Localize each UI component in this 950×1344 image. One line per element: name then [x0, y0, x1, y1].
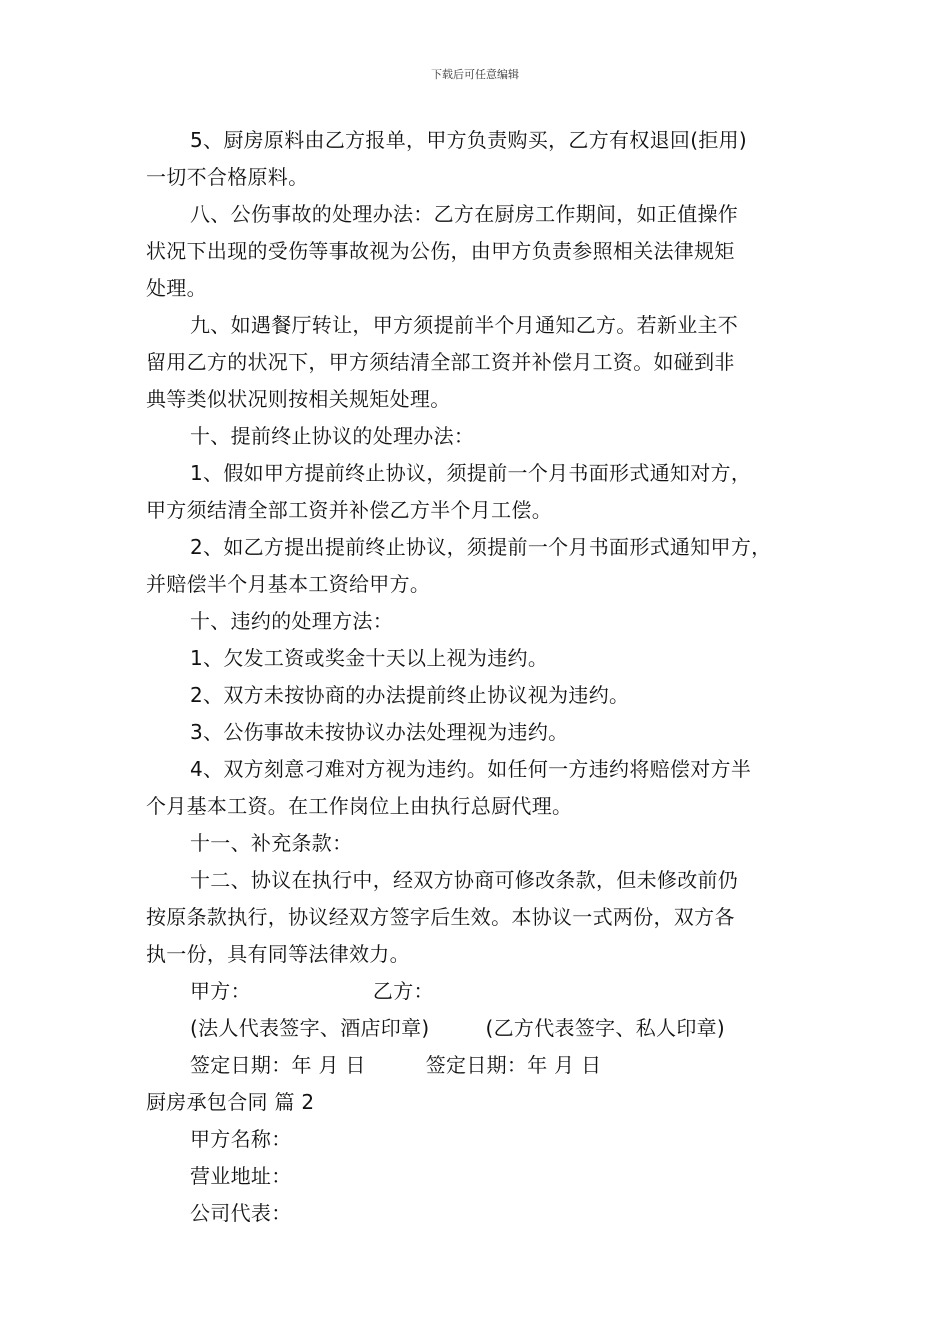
party-a-representative: (法人代表签字、酒店印章): [190, 1016, 430, 1040]
party-b-label: 乙方：: [372, 979, 434, 1003]
paragraph-line: 个月基本工资。在工作岗位上由执行总厨代理。: [146, 794, 573, 818]
paragraph-line: 1、欠发工资或奖金十天以上视为违约。: [190, 646, 549, 670]
paragraph-line: 十、提前终止协议的处理办法：: [190, 424, 475, 448]
paragraph-line: 并赔偿半个月基本工资给甲方。: [146, 572, 431, 596]
paragraph-line: 2、双方未按协商的办法提前终止协议视为违约。: [190, 683, 630, 707]
signature-dates-line: [146, 1047, 812, 1084]
paragraph-line: 典等类似状况则按相关规矩处理。: [146, 387, 451, 411]
page-header: 下载后可任意编辑: [431, 68, 519, 81]
paragraph-line: 1、假如甲方提前终止协议，须提前一个月书面形式通知对方，: [190, 461, 752, 485]
paragraph-line: 十二、协议在执行中，经双方协商可修改条款，但未修改前仍: [190, 868, 739, 892]
paragraph-line: 3、公伤事故未按协议办法处理视为违约。: [190, 720, 569, 744]
signature-parties-line: [146, 973, 812, 1010]
paragraph-line: 十一、补充条款：: [190, 831, 353, 855]
field-company-representative: 公司代表：: [190, 1201, 292, 1225]
section-title: 厨房承包合同 篇 2: [146, 1090, 315, 1114]
paragraph-line: 留用乙方的状况下，甲方须结清全部工资并补偿月工资。如碰到非: [146, 350, 735, 374]
paragraph-line: 2、如乙方提出提前终止协议，须提前一个月书面形式通知甲方，: [190, 535, 772, 559]
paragraph-line: 甲方须结清全部工资并补偿乙方半个月工偿。: [146, 498, 552, 522]
field-business-address: 营业地址：: [190, 1164, 292, 1188]
paragraph-line: 九、如遇餐厅转让，甲方须提前半个月通知乙方。若新业主不: [190, 313, 739, 337]
paragraph-line: 十、违约的处理方法：: [190, 609, 393, 633]
paragraph-line: 一切不合格原料。: [146, 165, 309, 189]
paragraph-line: 执一份，具有同等法律效力。: [146, 942, 410, 966]
party-b-representative: (乙方代表签字、私人印章): [485, 1016, 726, 1040]
document-body: [146, 122, 812, 1232]
paragraph-line: 4、双方刻意刁难对方视为违约。如任何一方违约将赔偿对方半: [190, 757, 752, 781]
party-a-date: 签定日期：年 月 日: [190, 1053, 366, 1077]
paragraph-line: 处理。: [146, 276, 207, 300]
paragraph-line: 按原条款执行，协议经双方签字后生效。本协议一式两份，双方各: [146, 905, 735, 929]
field-party-a-name: 甲方名称：: [190, 1127, 292, 1151]
party-b-date: 签定日期：年 月 日: [425, 1053, 602, 1077]
paragraph-line: 5、厨房原料由乙方报单，甲方负责购买，乙方有权退回(拒用): [190, 128, 748, 152]
paragraph-line: 状况下出现的受伤等事故视为公伤，由甲方负责参照相关法律规矩: [146, 239, 735, 263]
signature-representatives-line: [146, 1010, 812, 1047]
paragraph-line: 八、公伤事故的处理办法：乙方在厨房工作期间，如正值操作: [190, 202, 739, 226]
party-a-label: 甲方：: [190, 979, 251, 1003]
